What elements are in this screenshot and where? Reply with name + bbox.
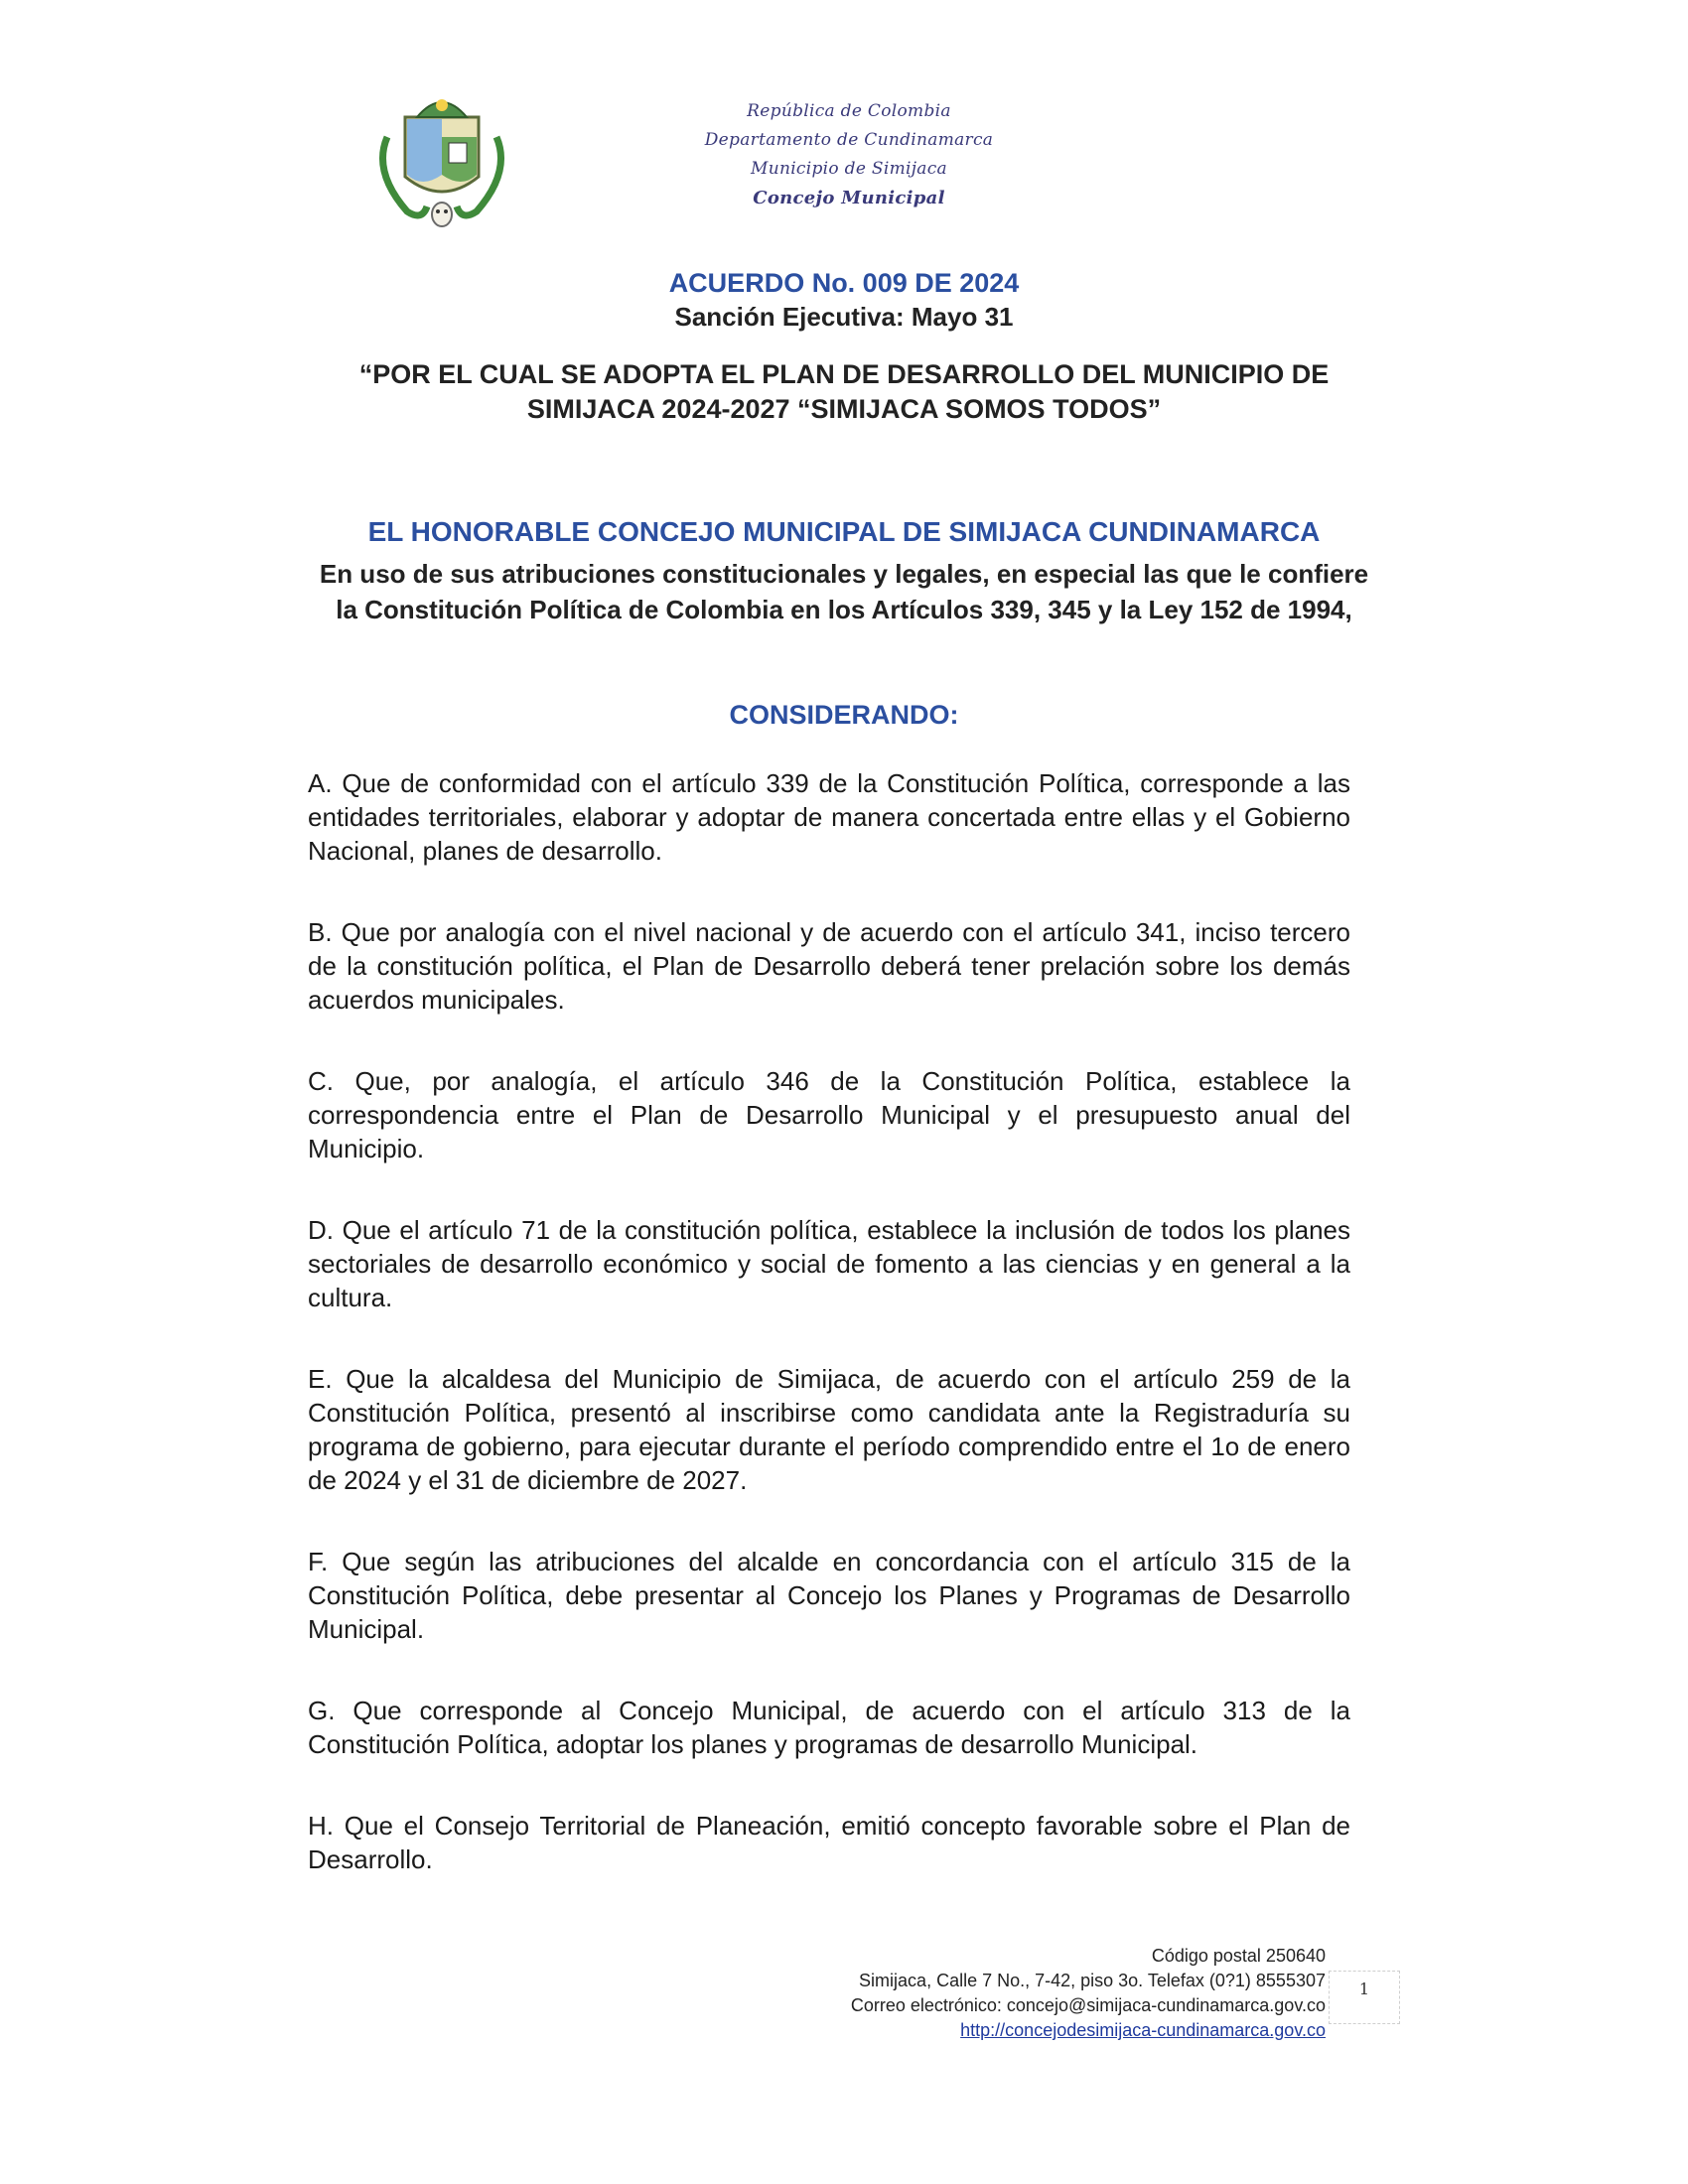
clause-e: E. Que la alcaldesa del Municipio de Simijaca, de acuerdo con el artículo 259 de la Constitución Política, presentó al inscribirse como candidata ante la Registraduría su programa de gobierno, para ejecutar durante el período comprendido entre el 1o de enero de 2024 y el 31 de diciembre de 2027.: [308, 1364, 1350, 1495]
clause-a: A. Que de conformidad con el artículo 339 de la Constitución Política, corresponde a las entidades territoriales, elaborar y adoptar de manera concertada entre ellas y el Gobierno Nacional, planes de desarrollo.: [308, 768, 1350, 866]
footer-postal-code: Código postal 250640: [1151, 1946, 1326, 1966]
clause-c: C. Que, por analogía, el artículo 346 de la Constitución Política, establece la correspondencia entre el Plan de Desarrollo Municipal y el presupuesto anual del Municipio.: [308, 1066, 1350, 1163]
considerando-heading: CONSIDERANDO:: [729, 700, 959, 730]
document-title: “POR EL CUAL SE ADOPTA EL PLAN DE DESARROLLO DEL MUNICIPIO DE SIMIJACA 2024-2027 “SIMIJACA SOMOS TODOS”: [358, 359, 1330, 424]
municipal-seal-icon: [367, 77, 516, 236]
clause-g: G. Que corresponde al Concejo Municipal, de acuerdo con el artículo 313 de la Constitución Política, adoptar los planes y programas de desarrollo Municipal.: [308, 1696, 1350, 1759]
letterhead-country: República de Colombia: [747, 101, 951, 121]
council-heading: EL HONORABLE CONCEJO MUNICIPAL DE SIMIJACA CUNDINAMARCA: [367, 516, 1321, 547]
letterhead-municipality: Municipio de Simijaca: [750, 159, 947, 179]
footer-contact: [765, 1944, 1326, 2043]
letterhead-council: Concejo Municipal: [753, 188, 945, 208]
footer-email: Correo electrónico: concejo@simijaca-cundinamarca.gov.co: [850, 1995, 1326, 2015]
acuerdo-number: ACUERDO No. 009 DE 2024: [668, 268, 1020, 298]
letterhead-department: Departamento de Cundinamarca: [704, 130, 994, 150]
footer-address: Simijaca, Calle 7 No., 7-42, piso 3o. Telefax (0?1) 8555307: [859, 1971, 1326, 1990]
page-number: 1: [1329, 1971, 1400, 2024]
letterhead: [685, 97, 1013, 212]
clause-h: H. Que el Consejo Territorial de Planeación, emitió concepto favorable sobre el Plan de Desarrollo.: [308, 1811, 1350, 1874]
clause-d: D. Que el artículo 71 de la constitución política, establece la inclusión de todos los planes sectoriales de desarrollo económico y social de fomento a las ciencias y en general a la cultura.: [308, 1215, 1350, 1312]
clause-f: F. Que según las atribuciones del alcalde en concordancia con el artículo 315 de la Constitución Política, debe presentar al Concejo los Planes y Programas de Desarrollo Municipal.: [308, 1547, 1350, 1644]
sancion-ejecutiva: Sanción Ejecutiva: Mayo 31: [674, 302, 1014, 332]
clause-b: B. Que por analogía con el nivel nacional y de acuerdo con el artículo 341, inciso tercero de la constitución política, el Plan de Desarrollo deberá tener prelación sobre los demás acuerdos municipales.: [308, 917, 1350, 1015]
attributions-text: En uso de sus atribuciones constitucionales y legales, en especial las que le confiere la Constitución Política de Colombia en los Artículos 339, 345 y la Ley 152 de 1994,: [319, 559, 1369, 624]
footer-website-link[interactable]: http://concejodesimijaca-cundinamarca.gov.co: [960, 2020, 1326, 2040]
